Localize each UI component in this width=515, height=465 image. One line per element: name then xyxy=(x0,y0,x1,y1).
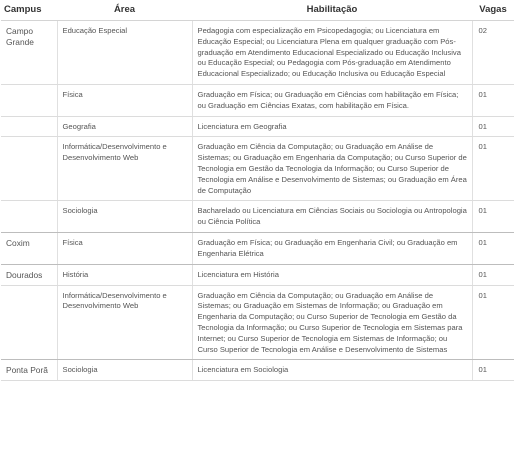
header-area: Área xyxy=(57,0,192,21)
vagas-cell: 01 xyxy=(472,137,514,201)
habilitacao-cell: Licenciatura em História xyxy=(192,264,472,285)
vagas-cell: 01 xyxy=(472,116,514,137)
campus-cell: Ponta Porã xyxy=(1,360,57,381)
area-cell: Física xyxy=(57,232,192,264)
table-row xyxy=(1,21,514,85)
vagas-cell: 02 xyxy=(472,21,514,85)
area-cell: Física xyxy=(57,84,192,116)
campus-cell xyxy=(1,201,57,233)
area-cell: Informática/Desenvolvimento e Desenvolvimento Web xyxy=(57,137,192,201)
habilitacao-cell: Graduação em Física; ou Graduação em Engenharia Civil; ou Graduação em Engenharia Elétrica xyxy=(192,232,472,264)
table-row xyxy=(1,285,514,360)
vagas-cell: 01 xyxy=(472,264,514,285)
vagas-cell: 01 xyxy=(472,84,514,116)
habilitacao-cell: Graduação em Ciência da Computação; ou Graduação em Análise de Sistemas; ou Graduação em Engenharia da Computação; ou Curso Superior de Tecnologia em Gestão da Tecnologia da Informação; ou Curso Superior de Tecnologia em Análise e Desenvolvimento de Sistemas; ou Graduação em Área de Computação xyxy=(192,137,472,201)
habilitacao-cell: Pedagogia com especialização em Psicopedagogia; ou Licenciatura em Educação Especial; ou Licenciatura Plena em qualquer graduação com Pós-graduação em Atendimento Educacional Especializado ou Educação Inclusiva ou Educação Especial; ou Pedagogia com Pós-graduação em Atendimento Educacional Especializado; ou Educação Inclusiva ou Educação Especial xyxy=(192,21,472,85)
vacancies-table xyxy=(1,0,514,381)
table-header-row xyxy=(1,0,514,21)
campus-cell xyxy=(1,84,57,116)
vagas-cell: 01 xyxy=(472,360,514,381)
campus-cell: Dourados xyxy=(1,264,57,285)
vagas-cell: 01 xyxy=(472,201,514,233)
table-row xyxy=(1,137,514,201)
header-habilitacao: Habilitação xyxy=(192,0,472,21)
table-row xyxy=(1,264,514,285)
area-cell: Sociologia xyxy=(57,360,192,381)
campus-cell xyxy=(1,285,57,360)
campus-cell xyxy=(1,137,57,201)
table-row xyxy=(1,360,514,381)
campus-cell: Coxim xyxy=(1,232,57,264)
area-cell: Educação Especial xyxy=(57,21,192,85)
habilitacao-cell: Bacharelado ou Licenciatura em Ciências Sociais ou Sociologia ou Antropologia ou Ciência Política xyxy=(192,201,472,233)
area-cell: Geografia xyxy=(57,116,192,137)
campus-cell xyxy=(1,116,57,137)
habilitacao-cell: Graduação em Ciência da Computação; ou Graduação em Análise de Sistemas; ou Graduação em Sistemas de Informação; ou Graduação em Engenharia da Computação; ou Curso Superior de Tecnologia em Gestão da Tecnologia da Informação; ou Curso Superior de Tecnologia em Sistemas para Internet; ou Curso Superior de Tecnologia em Sistemas de Informação; ou Curso Superior de Tecnologia em Análise e Desenvolvimento de Sistemas xyxy=(192,285,472,360)
vagas-cell: 01 xyxy=(472,285,514,360)
header-vagas: Vagas xyxy=(472,0,514,21)
habilitacao-cell: Licenciatura em Geografia xyxy=(192,116,472,137)
table-row xyxy=(1,201,514,233)
area-cell: Informática/Desenvolvimento e Desenvolvimento Web xyxy=(57,285,192,360)
table-row xyxy=(1,232,514,264)
table-row xyxy=(1,116,514,137)
area-cell: Sociologia xyxy=(57,201,192,233)
habilitacao-cell: Graduação em Física; ou Graduação em Ciências com habilitação em Física; ou Graduação em Ciências Exatas, com habilitação em Física. xyxy=(192,84,472,116)
vagas-cell: 01 xyxy=(472,232,514,264)
table-row xyxy=(1,84,514,116)
area-cell: História xyxy=(57,264,192,285)
habilitacao-cell: Licenciatura em Sociologia xyxy=(192,360,472,381)
campus-cell: Campo Grande xyxy=(1,21,57,85)
header-campus: Campus xyxy=(1,0,57,21)
